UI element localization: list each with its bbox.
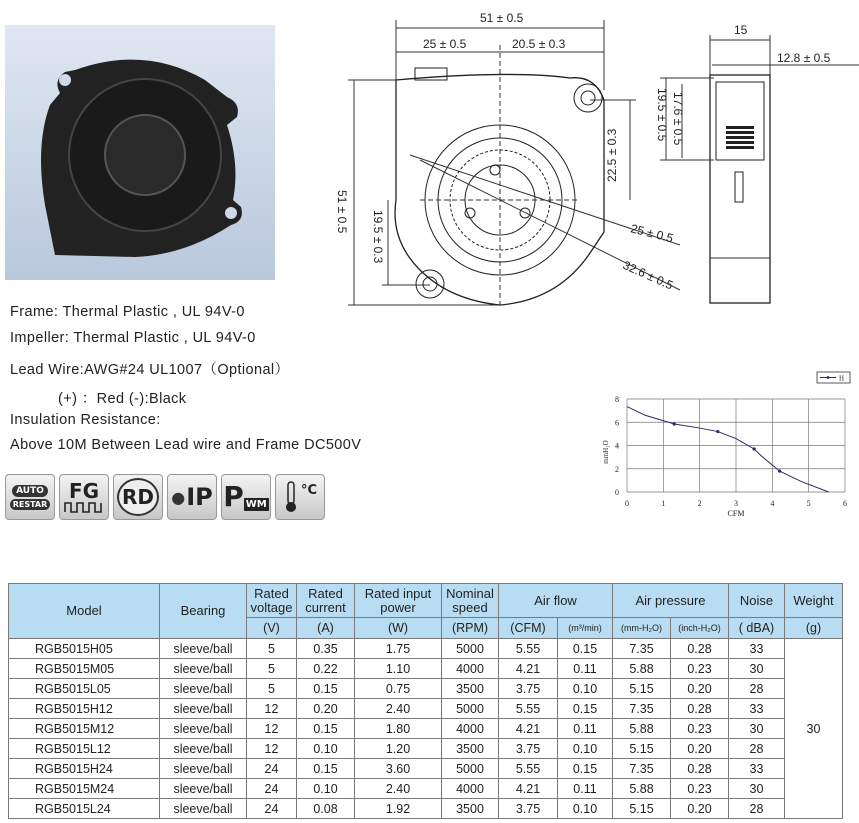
table-cell: 12 <box>247 739 297 759</box>
table-cell: 4000 <box>442 659 499 679</box>
table-cell: 1.20 <box>355 739 442 759</box>
th-power: Rated input power <box>355 584 442 618</box>
table-cell: 0.11 <box>558 659 613 679</box>
table-cell: sleeve/ball <box>160 699 247 719</box>
table-row <box>9 699 843 719</box>
dim-side-inner: 12.8 ± 0.5 <box>777 51 831 65</box>
table-cell: 3500 <box>442 679 499 699</box>
table-cell: 0.10 <box>297 739 355 759</box>
table-cell: 2.40 <box>355 779 442 799</box>
table-cell: 0.23 <box>671 779 729 799</box>
chart-y-tick: 0 <box>615 488 619 497</box>
table-cell: sleeve/ball <box>160 779 247 799</box>
table-cell: 30 <box>729 779 785 799</box>
th-airflow: Air flow <box>499 584 613 618</box>
dim-right-width: 20.5 ± 0.3 <box>512 37 566 51</box>
pwm-control-icon: P WM <box>221 474 271 520</box>
spec-polarity: (+) ：Red (-):Black <box>58 391 187 407</box>
table-cell: 5000 <box>442 699 499 719</box>
th-weight: Weight <box>785 584 843 618</box>
table-cell: 33 <box>729 759 785 779</box>
chart-point <box>716 430 719 433</box>
dim-overall-width: 51 ± 0.5 <box>480 11 524 25</box>
table-cell: 0.15 <box>558 639 613 659</box>
dim-inner-radius: 25 ± 0.5 <box>629 221 675 246</box>
table-cell: 0.11 <box>558 719 613 739</box>
fg-signal-icon: FG <box>59 474 109 520</box>
table-cell: 2.40 <box>355 699 442 719</box>
th-noise: Noise <box>729 584 785 618</box>
table-cell: 7.35 <box>613 699 671 719</box>
chart-grid <box>627 399 845 492</box>
table-cell: 28 <box>729 679 785 699</box>
ip-rating-icon: ● IP <box>167 474 217 520</box>
table-cell: 3.60 <box>355 759 442 779</box>
spec-lead-wire: Lead Wire:AWG#24 UL1007（Optional） <box>10 362 290 378</box>
table-cell: 4.21 <box>499 779 558 799</box>
table-cell: 1.92 <box>355 799 442 819</box>
table-cell: 12 <box>247 699 297 719</box>
table-cell: 0.28 <box>671 639 729 659</box>
th-unit-inchh2o: (inch-H₂O) <box>671 618 729 639</box>
th-unit-dba: ( dBA) <box>729 618 785 639</box>
table-cell: 5.88 <box>613 779 671 799</box>
table-cell: sleeve/ball <box>160 759 247 779</box>
feature-badges <box>5 474 325 520</box>
table-cell: 5 <box>247 659 297 679</box>
chart-x-tick: 3 <box>734 499 738 508</box>
chart-x-tick: 1 <box>661 499 666 508</box>
th-unit-g: (g) <box>785 618 843 639</box>
table-cell: 0.15 <box>558 759 613 779</box>
dim-left-width: 25 ± 0.5 <box>423 37 467 51</box>
table-cell: 0.10 <box>558 739 613 759</box>
chart-x-tick: 6 <box>843 499 847 508</box>
table-cell: 24 <box>247 799 297 819</box>
chart-x-tick: 0 <box>625 499 629 508</box>
th-unit-v: (V) <box>247 618 297 639</box>
table-cell: 0.10 <box>297 779 355 799</box>
table-cell: 28 <box>729 739 785 759</box>
table-row <box>9 719 843 739</box>
table-cell: 7.35 <box>613 759 671 779</box>
table-cell: 0.11 <box>558 779 613 799</box>
table-cell: 1.80 <box>355 719 442 739</box>
table-cell: 28 <box>729 799 785 819</box>
table-cell: RGB5015M12 <box>9 719 160 739</box>
table-cell: 0.08 <box>297 799 355 819</box>
chart-y-tick: 8 <box>615 395 619 404</box>
table-cell: 24 <box>247 779 297 799</box>
table-cell: 0.15 <box>297 719 355 739</box>
table-cell: 5.88 <box>613 719 671 739</box>
table-cell: 1.10 <box>355 659 442 679</box>
rd-signal-icon: RD <box>113 474 163 520</box>
th-unit-w: (W) <box>355 618 442 639</box>
table-cell: RGB5015M24 <box>9 779 160 799</box>
th-unit-a: (A) <box>297 618 355 639</box>
dim-outer-diameter: 32.6 ± 0.5 <box>620 257 676 293</box>
table-cell: 5 <box>247 639 297 659</box>
table-cell: sleeve/ball <box>160 739 247 759</box>
th-voltage: Rated voltage <box>247 584 297 618</box>
table-row <box>9 659 843 679</box>
table-cell: 0.75 <box>355 679 442 699</box>
table-cell: 0.10 <box>558 799 613 819</box>
table-cell: 0.20 <box>297 699 355 719</box>
spec-impeller: Impeller: Thermal Plastic , UL 94V-0 <box>10 330 256 346</box>
spec-table <box>8 583 843 819</box>
table-cell: 5.55 <box>499 699 558 719</box>
table-row <box>9 779 843 799</box>
table-cell: 5 <box>247 679 297 699</box>
table-cell: 4000 <box>442 779 499 799</box>
pq-chart <box>595 368 855 518</box>
table-cell: 0.28 <box>671 759 729 779</box>
weight-cell: 30 <box>785 639 843 819</box>
table-row <box>9 739 843 759</box>
table-cell: 4.21 <box>499 659 558 679</box>
chart-point <box>753 447 756 450</box>
table-cell: 3.75 <box>499 739 558 759</box>
table-cell: RGB5015M05 <box>9 659 160 679</box>
table-cell: 30 <box>729 659 785 679</box>
product-photo <box>5 25 275 280</box>
table-cell: sleeve/ball <box>160 799 247 819</box>
th-model: Model <box>9 584 160 639</box>
dim-side-outlet-inner: 17.6 ± 0.5 <box>671 92 685 146</box>
chart-legend-label: H <box>839 374 845 383</box>
table-cell: 5000 <box>442 759 499 779</box>
table-cell: 5000 <box>442 639 499 659</box>
table-cell: 0.15 <box>558 699 613 719</box>
table-cell: 5.55 <box>499 759 558 779</box>
table-cell: sleeve/ball <box>160 639 247 659</box>
table-cell: RGB5015H12 <box>9 699 160 719</box>
spec-insulation-value: Above 10M Between Lead wire and Frame DC500V <box>10 437 362 453</box>
table-cell: 12 <box>247 719 297 739</box>
chart-y-tick: 2 <box>615 464 619 474</box>
table-row <box>9 759 843 779</box>
table-cell: 0.20 <box>671 679 729 699</box>
table-cell: 0.23 <box>671 659 729 679</box>
spec-insulation-label: Insulation Resistance: <box>10 412 161 428</box>
table-cell: 5.15 <box>613 739 671 759</box>
temperature-icon: °C <box>275 474 325 520</box>
chart-series-line <box>627 407 829 492</box>
th-current: Rated current <box>297 584 355 618</box>
table-cell: 4000 <box>442 719 499 739</box>
th-bearing: Bearing <box>160 584 247 639</box>
dim-overall-height: 51 ± 0.5 <box>335 190 349 234</box>
table-cell: 33 <box>729 699 785 719</box>
table-cell: 0.23 <box>671 719 729 739</box>
dim-side-outlet-outer: 19.5 ± 0.5 <box>655 88 669 142</box>
table-cell: 0.28 <box>671 699 729 719</box>
table-cell: 1.75 <box>355 639 442 659</box>
table-cell: sleeve/ball <box>160 679 247 699</box>
dim-lower-height: 19.5 ± 0.3 <box>371 210 385 264</box>
table-cell: 0.10 <box>558 679 613 699</box>
table-row <box>9 799 843 819</box>
table-cell: 0.20 <box>671 799 729 819</box>
chart-point <box>778 469 781 472</box>
table-cell: RGB5015L05 <box>9 679 160 699</box>
chart-y-tick: 6 <box>615 418 619 428</box>
auto-restart-icon: AUTO RESTAR <box>5 474 55 520</box>
table-cell: 3.75 <box>499 679 558 699</box>
table-cell: 0.35 <box>297 639 355 659</box>
chart-xlabel: CFM <box>727 509 745 518</box>
th-unit-cfm: (CFM) <box>499 618 558 639</box>
table-cell: 33 <box>729 639 785 659</box>
table-cell: RGB5015H05 <box>9 639 160 659</box>
table-cell: 3.75 <box>499 799 558 819</box>
table-cell: 5.15 <box>613 679 671 699</box>
dim-side-depth: 15 <box>734 23 748 37</box>
table-cell: 7.35 <box>613 639 671 659</box>
table-cell: 3500 <box>442 739 499 759</box>
table-cell: 3500 <box>442 799 499 819</box>
chart-x-tick: 2 <box>697 499 702 508</box>
table-cell: 0.22 <box>297 659 355 679</box>
table-cell: 30 <box>729 719 785 739</box>
table-cell: 4.21 <box>499 719 558 739</box>
chart-ylabel: mmH₂O <box>602 440 610 464</box>
table-cell: 0.20 <box>671 739 729 759</box>
chart-x-tick: 5 <box>806 499 811 508</box>
th-unit-rpm: (RPM) <box>442 618 499 639</box>
th-unit-mmh2o: (mm-H₂O) <box>613 618 671 639</box>
chart-point <box>673 422 676 425</box>
table-cell: RGB5015L12 <box>9 739 160 759</box>
table-cell: sleeve/ball <box>160 659 247 679</box>
table-cell: 24 <box>247 759 297 779</box>
spec-frame: Frame: Thermal Plastic , UL 94V-0 <box>10 304 245 320</box>
table-cell: 0.15 <box>297 759 355 779</box>
table-row <box>9 639 843 659</box>
th-speed: Nominal speed <box>442 584 499 618</box>
table-cell: RGB5015L24 <box>9 799 160 819</box>
chart-y-tick: 4 <box>615 441 619 451</box>
th-airpressure: Air pressure <box>613 584 729 618</box>
table-cell: 5.88 <box>613 659 671 679</box>
table-cell: 5.15 <box>613 799 671 819</box>
dimension-drawing <box>330 0 859 320</box>
table-cell: 5.55 <box>499 639 558 659</box>
table-cell: RGB5015H24 <box>9 759 160 779</box>
table-cell: 0.15 <box>297 679 355 699</box>
th-unit-m3min: (m³/min) <box>558 618 613 639</box>
chart-x-tick: 4 <box>770 499 775 508</box>
table-row <box>9 679 843 699</box>
table-cell: sleeve/ball <box>160 719 247 739</box>
dim-hub-offset: 22.5 ± 0.3 <box>605 128 619 182</box>
